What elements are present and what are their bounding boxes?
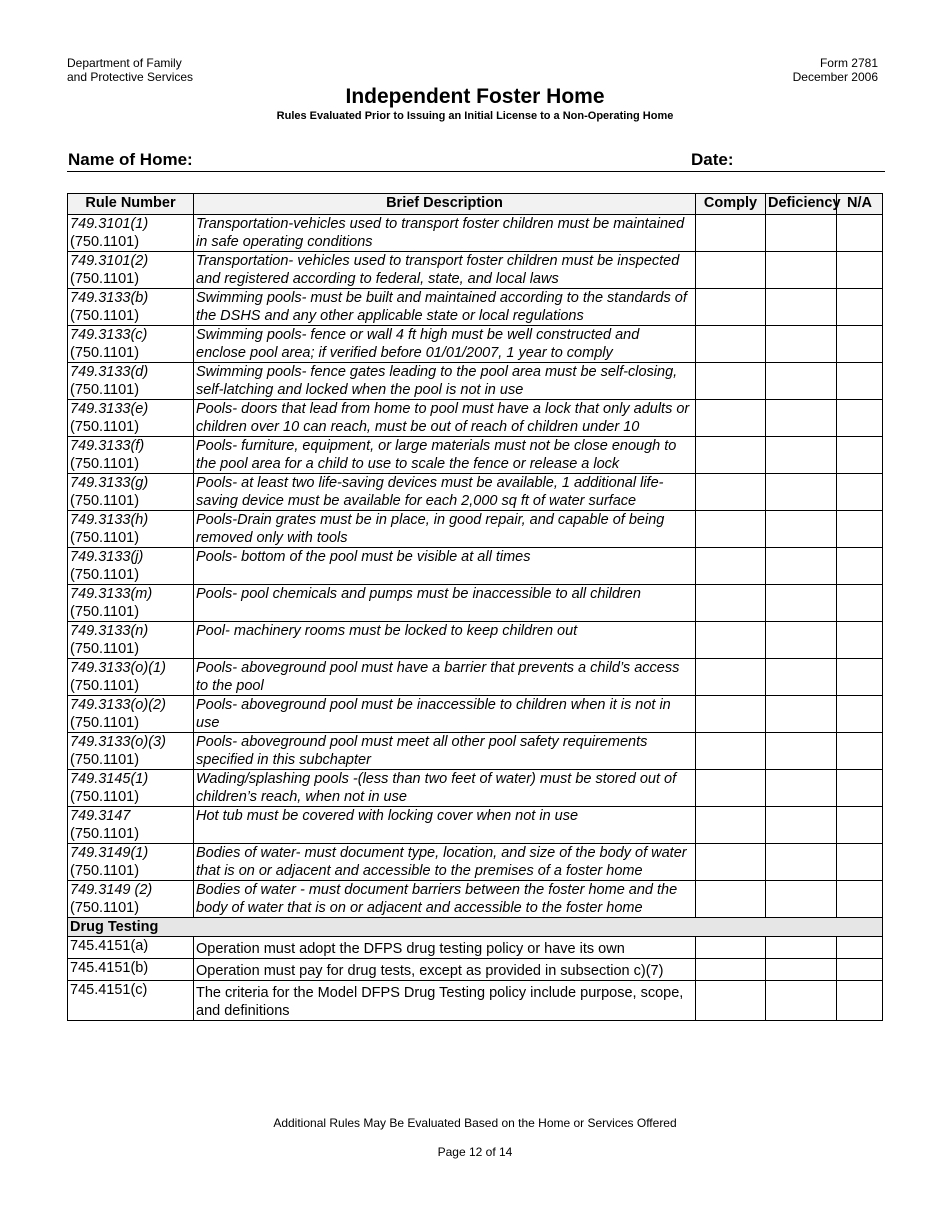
rule-cross-reference: (750.1101) <box>70 382 140 398</box>
rule-description: Pools- aboveground pool must be inaccessible to children when it is not in use <box>194 696 696 733</box>
comply-cell[interactable] <box>696 937 766 959</box>
rule-number-cell <box>68 548 194 585</box>
table-row <box>68 733 883 770</box>
table-row <box>68 659 883 696</box>
rule-description: Pools- aboveground pool must meet all other pool safety requirements specified in this subchapter <box>194 733 696 770</box>
rule-cross-reference: (750.1101) <box>70 752 140 768</box>
na-cell[interactable] <box>837 937 883 959</box>
rule-number-cell <box>68 511 194 548</box>
deficiency-cell[interactable] <box>766 548 837 585</box>
rule-number-cell <box>68 252 194 289</box>
deficiency-cell[interactable] <box>766 326 837 363</box>
rule-description: Operation must pay for drug tests, except as provided in subsection c)(7) <box>194 959 696 981</box>
rule-number-cell <box>68 770 194 807</box>
table-row <box>68 696 883 733</box>
rule-description: The criteria for the Model DFPS Drug Testing policy include purpose, scope, and definitions <box>194 981 696 1021</box>
deficiency-cell[interactable] <box>766 437 837 474</box>
form-info-block <box>793 56 878 84</box>
section-row <box>68 918 883 937</box>
rule-number: 749.3133(n) <box>70 623 149 639</box>
rule-number-cell <box>68 363 194 400</box>
rule-description: Pool- machinery rooms must be locked to keep children out <box>194 622 696 659</box>
rule-cross-reference: (750.1101) <box>70 271 140 287</box>
rule-number: 749.3133(b) <box>70 290 149 306</box>
table-row <box>68 289 883 326</box>
rule-number: 749.3133(c) <box>70 327 148 343</box>
deficiency-cell[interactable] <box>766 770 837 807</box>
rule-number-cell <box>68 326 194 363</box>
rule-cross-reference: (750.1101) <box>70 419 140 435</box>
rule-number: 749.3133(h) <box>70 512 149 528</box>
na-cell[interactable] <box>837 622 883 659</box>
rule-number: 749.3133(d) <box>70 364 149 380</box>
deficiency-cell[interactable] <box>766 289 837 326</box>
rule-number: 749.3133(g) <box>70 475 149 491</box>
table-row <box>68 770 883 807</box>
deficiency-cell[interactable] <box>766 511 837 548</box>
rule-cross-reference: (750.1101) <box>70 456 140 472</box>
rule-description: Pools- doors that lead from home to pool must have a lock that only adults or children over 10 can reach, must be out of reach of children under 10 <box>194 400 696 437</box>
table-row <box>68 252 883 289</box>
rule-number: 749.3133(o)(1) <box>70 660 166 676</box>
comply-cell[interactable] <box>696 981 766 1021</box>
na-cell[interactable] <box>837 981 883 1021</box>
comply-cell[interactable] <box>696 548 766 585</box>
rule-number-cell <box>68 400 194 437</box>
na-cell[interactable] <box>837 400 883 437</box>
rule-number: 749.3149(1) <box>70 845 149 861</box>
na-cell[interactable] <box>837 659 883 696</box>
rule-cross-reference: (750.1101) <box>70 678 140 694</box>
comply-cell[interactable] <box>696 881 766 918</box>
na-cell[interactable] <box>837 770 883 807</box>
rule-description: Pools- at least two life-saving devices must be available, 1 additional life-saving device must be available for each 2,000 sq ft of water surface <box>194 474 696 511</box>
comply-cell[interactable] <box>696 437 766 474</box>
rule-cross-reference: (750.1101) <box>70 234 140 250</box>
comply-cell[interactable] <box>696 585 766 622</box>
table-row <box>68 585 883 622</box>
rule-number-cell <box>68 807 194 844</box>
rule-cross-reference: (750.1101) <box>70 345 140 361</box>
deficiency-cell[interactable] <box>766 659 837 696</box>
footer-note: Additional Rules May Be Evaluated Based on the Home or Services Offered <box>273 1116 677 1130</box>
rule-number-cell <box>68 881 194 918</box>
rule-number-cell <box>68 437 194 474</box>
rule-number: 749.3133(j) <box>70 549 144 565</box>
col-header-deficiency: Deficiency <box>766 194 837 215</box>
comply-cell[interactable] <box>696 844 766 881</box>
rule-cross-reference: (750.1101) <box>70 789 140 805</box>
rule-number-cell <box>68 474 194 511</box>
deficiency-cell[interactable] <box>766 252 837 289</box>
rule-number-cell <box>68 585 194 622</box>
rule-cross-reference: (750.1101) <box>70 530 140 546</box>
rule-number: 749.3147 <box>70 808 131 824</box>
na-cell[interactable] <box>837 215 883 252</box>
comply-cell[interactable] <box>696 511 766 548</box>
table-row <box>68 937 883 959</box>
rule-number: 749.3145(1) <box>70 771 149 787</box>
rule-number: 745.4151(b) <box>68 959 194 981</box>
deficiency-cell[interactable] <box>766 696 837 733</box>
table-row <box>68 548 883 585</box>
table-row <box>68 474 883 511</box>
comply-cell[interactable] <box>696 400 766 437</box>
na-cell[interactable] <box>837 511 883 548</box>
rule-description: Pools- aboveground pool must have a barrier that prevents a child’s access to the pool <box>194 659 696 696</box>
rule-description: Pools- pool chemicals and pumps must be inaccessible to all children <box>194 585 696 622</box>
agency-block <box>67 56 193 84</box>
rule-cross-reference: (750.1101) <box>70 641 140 657</box>
comply-cell[interactable] <box>696 474 766 511</box>
na-cell[interactable] <box>837 733 883 770</box>
rule-description: Bodies of water - must document barriers between the foster home and the body of water that is on or adjacent and accessible to the foster home <box>194 881 696 918</box>
comply-cell[interactable] <box>696 215 766 252</box>
comply-cell[interactable] <box>696 807 766 844</box>
deficiency-cell[interactable] <box>766 807 837 844</box>
deficiency-cell[interactable] <box>766 215 837 252</box>
na-cell[interactable] <box>837 696 883 733</box>
rule-description: Transportation-vehicles used to transport foster children must be maintained in safe operating conditions <box>194 215 696 252</box>
comply-cell[interactable] <box>696 659 766 696</box>
rule-number-cell <box>68 733 194 770</box>
table-row <box>68 981 883 1021</box>
rule-description: Swimming pools- must be built and maintained according to the standards of the DSHS and any other applicable state or local regulations <box>194 289 696 326</box>
rule-cross-reference: (750.1101) <box>70 715 140 731</box>
rule-number-cell <box>68 659 194 696</box>
table-row <box>68 959 883 981</box>
table-header-row <box>68 194 883 215</box>
rule-number: 749.3133(f) <box>70 438 145 454</box>
na-cell[interactable] <box>837 844 883 881</box>
comply-cell[interactable] <box>696 363 766 400</box>
na-cell[interactable] <box>837 959 883 981</box>
rule-cross-reference: (750.1101) <box>70 308 140 324</box>
rule-number-cell <box>68 622 194 659</box>
rule-number: 749.3133(o)(2) <box>70 697 166 713</box>
table-row <box>68 215 883 252</box>
rule-number-cell <box>68 289 194 326</box>
rule-description: Hot tub must be covered with locking cover when not in use <box>194 807 696 844</box>
col-header-na: N/A <box>837 194 883 215</box>
rule-number: 745.4151(a) <box>68 937 194 959</box>
deficiency-cell[interactable] <box>766 363 837 400</box>
rule-description: Wading/splashing pools -(less than two feet of water) must be stored out of children’s reach, when not in use <box>194 770 696 807</box>
na-cell[interactable] <box>837 252 883 289</box>
na-cell[interactable] <box>837 474 883 511</box>
form-date: December 2006 <box>792 70 878 84</box>
rule-description: Operation must adopt the DFPS drug testing policy or have its own <box>194 937 696 959</box>
rule-description: Transportation- vehicles used to transport foster children must be inspected and registered according to federal, state, and local laws <box>194 252 696 289</box>
na-cell[interactable] <box>837 289 883 326</box>
page-title: Independent Foster Home <box>345 85 605 108</box>
rule-number: 749.3133(o)(3) <box>70 734 166 750</box>
table-row <box>68 844 883 881</box>
na-cell[interactable] <box>837 363 883 400</box>
section-title-drug-testing: Drug Testing <box>68 918 883 937</box>
na-cell[interactable] <box>837 807 883 844</box>
deficiency-cell[interactable] <box>766 585 837 622</box>
rule-cross-reference: (750.1101) <box>70 567 140 583</box>
rule-number-cell <box>68 215 194 252</box>
na-cell[interactable] <box>837 548 883 585</box>
deficiency-cell[interactable] <box>766 733 837 770</box>
comply-cell[interactable] <box>696 326 766 363</box>
deficiency-cell[interactable] <box>766 881 837 918</box>
table-row <box>68 437 883 474</box>
na-cell[interactable] <box>837 881 883 918</box>
agency-line-1: Department of Family <box>67 56 182 70</box>
agency-line-2: and Protective Services <box>67 70 194 84</box>
table-row <box>68 511 883 548</box>
table-row <box>68 881 883 918</box>
rule-description: Pools- bottom of the pool must be visible at all times <box>194 548 696 585</box>
comply-cell[interactable] <box>696 289 766 326</box>
rule-number: 749.3101(2) <box>70 253 149 269</box>
deficiency-cell[interactable] <box>766 937 837 959</box>
rules-table <box>67 193 883 1021</box>
comply-cell[interactable] <box>696 770 766 807</box>
rule-number-cell <box>68 696 194 733</box>
rule-description: Swimming pools- fence or wall 4 ft high must be well constructed and enclose pool area; if verified before 01/01/2007, 1 year to comply <box>194 326 696 363</box>
comply-cell[interactable] <box>696 959 766 981</box>
rule-number: 749.3101(1) <box>70 216 149 232</box>
rule-description: Swimming pools- fence gates leading to the pool area must be self-closing, self-latching and locked when the pool is not in use <box>194 363 696 400</box>
col-header-rule-number: Rule Number <box>68 194 194 215</box>
rule-number: 749.3149 (2) <box>70 882 153 898</box>
table-row <box>68 622 883 659</box>
date-label: Date: <box>691 150 734 169</box>
deficiency-cell[interactable] <box>766 981 837 1021</box>
comply-cell[interactable] <box>696 622 766 659</box>
deficiency-cell[interactable] <box>766 844 837 881</box>
comply-cell[interactable] <box>696 252 766 289</box>
rule-cross-reference: (750.1101) <box>70 493 140 509</box>
rule-cross-reference: (750.1101) <box>70 900 140 916</box>
rule-number-cell <box>68 844 194 881</box>
na-cell[interactable] <box>837 585 883 622</box>
deficiency-cell[interactable] <box>766 400 837 437</box>
table-row <box>68 326 883 363</box>
rule-cross-reference: (750.1101) <box>70 826 140 842</box>
col-header-brief-description: Brief Description <box>194 194 696 215</box>
rule-description: Bodies of water- must document type, location, and size of the body of water that is on or adjacent and accessible to the premises of a foster home <box>194 844 696 881</box>
deficiency-cell[interactable] <box>766 622 837 659</box>
rule-number: 745.4151(c) <box>68 981 194 1021</box>
table-row <box>68 363 883 400</box>
page-number: Page 12 of 14 <box>437 1145 513 1159</box>
table-row <box>68 807 883 844</box>
home-name-date-line <box>67 150 885 172</box>
rule-description: Pools-Drain grates must be in place, in good repair, and capable of being removed only with tools <box>194 511 696 548</box>
comply-cell[interactable] <box>696 733 766 770</box>
name-of-home-label: Name of Home: <box>68 150 193 169</box>
rule-cross-reference: (750.1101) <box>70 604 140 620</box>
rule-number: 749.3133(m) <box>70 586 153 602</box>
rule-cross-reference: (750.1101) <box>70 863 140 879</box>
na-cell[interactable] <box>837 437 883 474</box>
rule-number: 749.3133(e) <box>70 401 149 417</box>
page-subtitle: Rules Evaluated Prior to Issuing an Initial License to a Non-Operating Home <box>276 110 674 122</box>
na-cell[interactable] <box>837 326 883 363</box>
table-row <box>68 400 883 437</box>
form-number: Form 2781 <box>819 56 878 70</box>
deficiency-cell[interactable] <box>766 474 837 511</box>
col-header-comply: Comply <box>696 194 766 215</box>
rule-description: Pools- furniture, equipment, or large materials must not be close enough to the pool area for a child to use to scale the fence or release a lock <box>194 437 696 474</box>
comply-cell[interactable] <box>696 696 766 733</box>
deficiency-cell[interactable] <box>766 959 837 981</box>
